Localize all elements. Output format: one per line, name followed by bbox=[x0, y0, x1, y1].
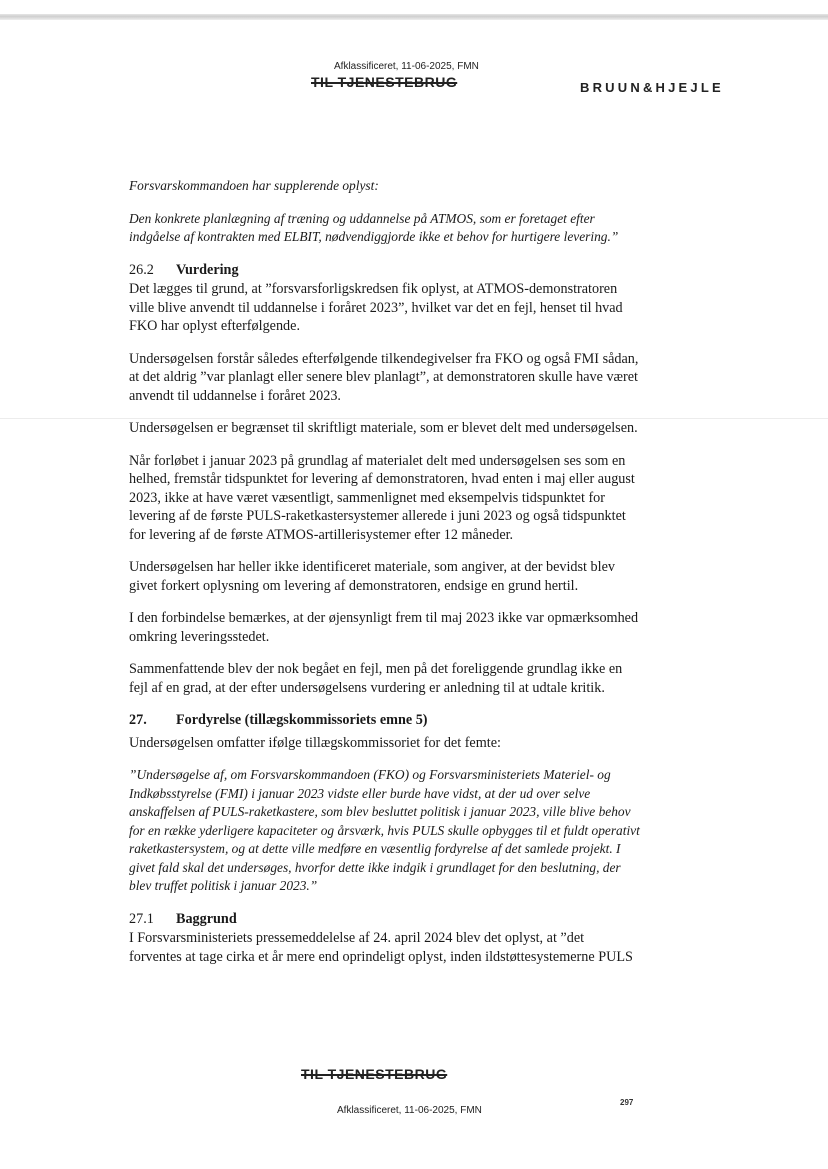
section-heading-27 bbox=[129, 711, 640, 730]
quote-mandate: ”Undersøgelse af, om Forsvarskommandoen (FKO) og Forsvarsministeriets Materiel- og Indkøbsstyrelse (FMI) i januar 2023 vidste eller burde have vidst, at der ud over selve anskaffelsen af PULS-raketkastere, som blev besluttet politisk i januar 2023, ville blive behov for en række yderligere kapaciteter og årsværk, hvis PULS skulle opbygges til et fuldt operativt raketkastersystem, og at dette ville medføre en væsentlig fordyrelse af det samlede projekt. I givet fald skal det undersøges, hvorfor dette ikke indgik i grundlaget for den beslutning, der blev truffet politisk i januar 2023.” bbox=[129, 767, 640, 893]
paragraph: I den forbindelse bemærkes, at der øjensynligt frem til maj 2023 ikke var opmærksomhed omkring leveringsstedet. bbox=[129, 610, 639, 645]
paragraph: Undersøgelsen har heller ikke identificeret materiale, som angiver, at der bevidst blev givet forkert oplysning om levering af demonstratoren, endsige en grund hertil. bbox=[129, 559, 615, 594]
section-title: Fordyrelse (tillægskommissoriets emne 5) bbox=[176, 712, 428, 728]
section-title: Baggrund bbox=[176, 910, 237, 927]
classification-marking-top: TIL TJENESTEBRUG bbox=[311, 74, 458, 90]
paragraph: Undersøgelsen omfatter ifølge tillægskommissoriet for det femte: bbox=[129, 734, 501, 751]
paragraph: I Forsvarsministeriets pressemeddelelse af 24. april 2024 blev det oplyst, at ”det forventes at tage cirka et år mere end oprindeligt oplyst, inden ildstøttesystemerne PULS bbox=[129, 930, 633, 965]
classification-marking-bottom: TIL TJENESTEBRUG bbox=[301, 1066, 448, 1082]
paragraph: Det lægges til grund, at ”forsvarsforligskredsen fik oplyst, at ATMOS-demonstratoren ville blive anvendt til uddannelse i foråret 2023”, hvilket var det en fejl, henset til hvad FKO har oplyst efterfølgende. bbox=[129, 281, 623, 334]
declassification-stamp-bottom: Afklassificeret, 11-06-2025, FMN bbox=[337, 1105, 482, 1116]
page-number: 297 bbox=[620, 1098, 634, 1107]
section-heading-27-1 bbox=[129, 910, 640, 929]
scan-edge bbox=[0, 14, 828, 20]
intro-text: Forsvarskommandoen har supplerende oplyst: bbox=[129, 178, 379, 193]
paragraph: Undersøgelsen forstår således efterfølgende tilkendegivelser fra FKO og også FMI sådan, at det aldrig ”var planlagt eller senere blev planlagt”, at demonstratoren skulle have været anvendt til uddannelse i foråret 2023. bbox=[129, 350, 639, 404]
declassification-stamp-top: Afklassificeret, 11-06-2025, FMN bbox=[334, 61, 479, 72]
section-heading-26-2 bbox=[129, 261, 640, 280]
paragraph: Undersøgelsen er begrænset til skriftligt materiale, som er blevet delt med undersøgelsen. bbox=[129, 420, 638, 436]
quote-fko: Den konkrete planlægning af træning og uddannelse på ATMOS, som er foretaget efter indgåelse af kontrakten med ELBIT, nødvendiggjorde ikke et behov for hurtigere levering.” bbox=[129, 210, 619, 244]
document-body bbox=[129, 177, 640, 980]
section-title: Vurdering bbox=[176, 261, 239, 278]
paragraph: Når forløbet i januar 2023 på grundlag af materialet delt med undersøgelsen ses som en helhed, fremstår tidspunktet for levering af demonstratoren, hvad enten i maj eller august 2023, ikke at have været væsentligt, sammenlignet med eksempelvis tidspunktet for levering af de første PULS-raketkastersystemer allerede i juni 2023 og også tidspunktet for levering af de første ATMOS-artillerisystemer efter 12 måneder. bbox=[129, 452, 635, 543]
section-number: 27.1 bbox=[129, 910, 154, 927]
paragraph: Sammenfattende blev der nok begået en fejl, men på det foreliggende grundlag ikke en fejl af en grad, at der efter undersøgelsens vurdering er anledning til at udtale kritik. bbox=[129, 661, 623, 696]
brand-logo: BRUUN&HJEJLE bbox=[580, 80, 724, 95]
section-number: 27. bbox=[129, 712, 147, 728]
section-number: 26.2 bbox=[129, 261, 154, 278]
